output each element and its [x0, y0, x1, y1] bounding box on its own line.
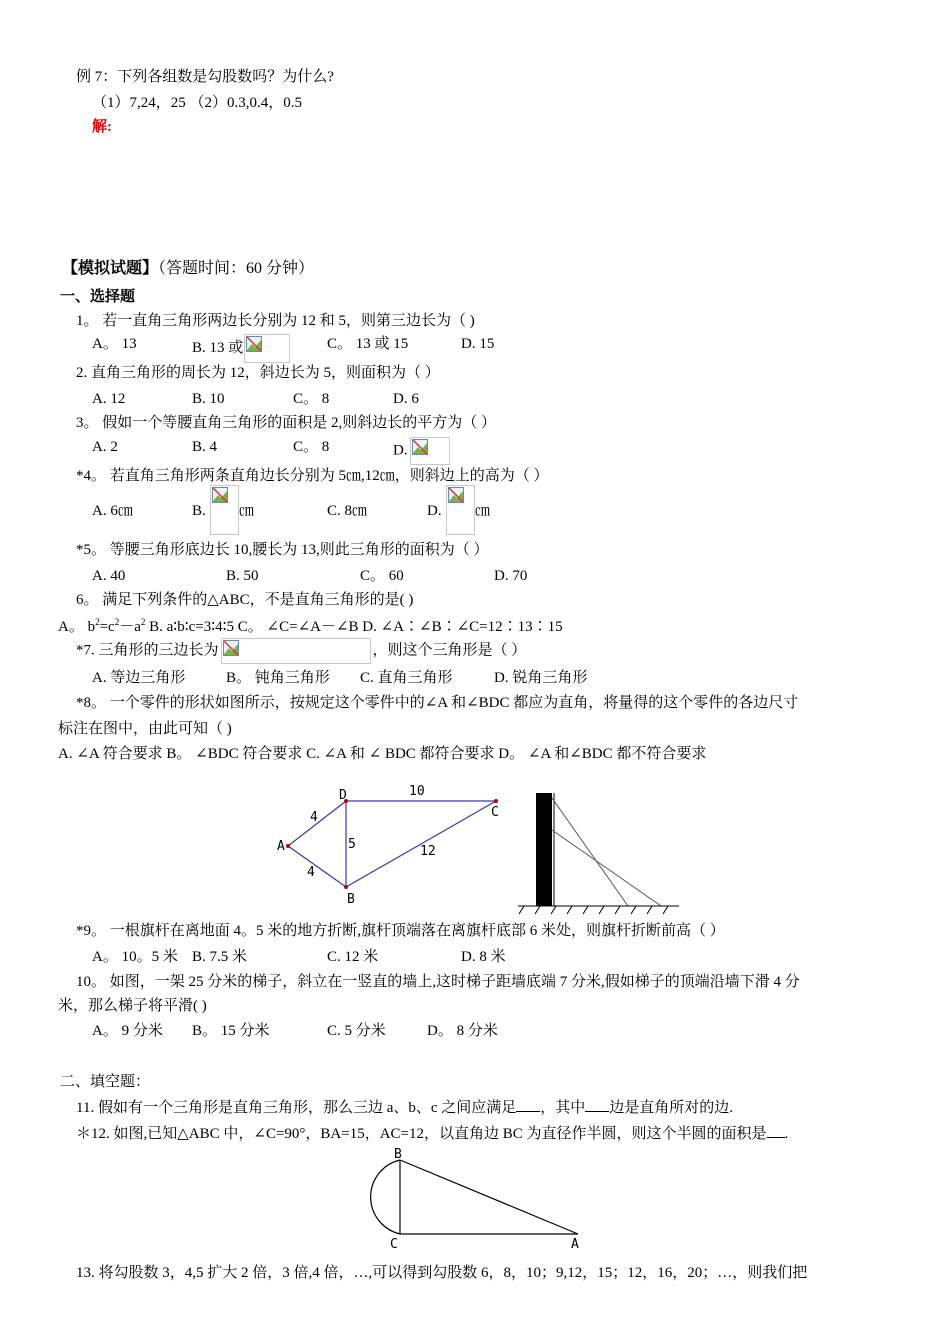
q13-line1: 13. 将勾股数 3，4,5 扩大 2 倍，3 倍,4 倍，…,可以得到勾股数 6，8，10；9,12，15；12，16，20；…，则我们把 [76, 1265, 808, 1281]
broken-image-icon [210, 485, 239, 535]
q10-option-c: C. 5 分米 [327, 1023, 386, 1039]
fig1-label-d: D [339, 788, 347, 803]
q8-line2: 标注在图中，由此可知（ ) [58, 721, 232, 737]
section-title: 【模拟试题】 [62, 260, 159, 277]
q3-option-c: C。 8 [293, 439, 330, 455]
q7-stem: *7. 三角形的三边长为 ，则这个三角形是（ ） [76, 638, 526, 664]
q1-option-c: C。 13 或 15 [327, 336, 409, 352]
q11-blank-1[interactable] [516, 1097, 540, 1112]
fig2-label-c: C [390, 1237, 398, 1252]
broken-image-icon [410, 437, 450, 465]
part2-title: 二、填空题： [60, 1074, 151, 1090]
q4-option-b-unit: ㎝ [239, 503, 255, 519]
q10-option-b: B。 15 分米 [192, 1023, 270, 1039]
example7-question: 例 7：下列各组数是勾股数吗？为什么? [76, 69, 334, 85]
q11-blank-2[interactable] [585, 1097, 609, 1112]
fig1-len-ad: 4 [310, 810, 318, 825]
q3-option-a: A. 2 [92, 439, 118, 455]
q9-option-c: C. 12 米 [327, 949, 379, 965]
fig1-label-c: C [491, 805, 499, 820]
section-header [62, 259, 314, 279]
q6-options: A。 $b^2=c^2-a^2$ B. a∶b∶c=3∶4∶5 C。 ∠C=∠A－∠B D. ∠A∶∠B∶∠C=12∶13∶15 [58, 617, 563, 635]
q4-option-d-label: D. [427, 503, 442, 519]
fig1-len-bc: 12 [420, 844, 436, 859]
q10-option-a: A。 9 分米 [92, 1023, 163, 1039]
broken-image-icon [221, 638, 371, 664]
fig1-label-b: B [347, 892, 355, 907]
q7-option-b: B。 钝角三角形 [226, 670, 330, 686]
q7-option-d: D. 锐角三角形 [494, 670, 588, 686]
q6-stem: 6。 满足下列条件的△ABC，不是直角三角形的是( ) [76, 592, 414, 608]
q10-line1: 10。 如图，一架 25 分米的梯子，斜立在一竖直的墙上,这时梯子距墙底端 7 分米,假如梯子的顶端沿墙下滑 4 分 [76, 974, 800, 990]
q10-line2: 米，那么梯子将平滑( ) [58, 998, 207, 1014]
q7-option-a: A. 等边三角形 [92, 670, 186, 686]
q9-option-b: B. 7.5 米 [192, 949, 248, 965]
q4-option-b-label: B. [192, 503, 206, 519]
q3-option-b: B. 4 [192, 439, 218, 455]
example7-answer-label: 解: [92, 119, 112, 135]
q2-stem: 2. 直角三角形的周长为 12，斜边长为 5，则面积为（ ） [76, 365, 440, 381]
q8-line1: *8。 一个零件的形状如图所示，按规定这个零件中的∠A 和∠BDC 都应为直角，将量得的这个零件的各边尺寸 [76, 695, 799, 711]
q10-option-d: D。 8 分米 [427, 1023, 498, 1039]
q9-stem: *9。 一根旗杆在离地面 4。5 米的地方折断,旗杆顶端落在离旗杆底部 6 米处，则旗杆折断前高（ ） [76, 923, 725, 939]
q4-option-d-unit: ㎝ [475, 503, 491, 519]
q9-option-d: D. 8 米 [461, 949, 506, 965]
fig1-len-ab: 4 [307, 865, 315, 880]
q2-option-b: B. 10 [192, 391, 225, 407]
q12-text: ＊12. 如图,已知△ABC 中，∠C=90°，BA=15，AC=12，以直角边 BC 为直径作半圆，则这个半圆的面积是 . [76, 1123, 788, 1144]
q2-option-d: D. 6 [393, 391, 419, 407]
part1-title: 一、选择题 [60, 289, 136, 305]
q4-stem: *4。 若直角三角形两条直角边长分别为 5㎝,12㎝，则斜边上的高为（ ） [76, 468, 549, 484]
q1-option-b: B. 13 或 [192, 334, 290, 363]
broken-image-icon [446, 485, 475, 535]
q3-option-d: D. [393, 437, 450, 465]
q12-blank[interactable] [767, 1123, 785, 1138]
q1-option-d: D. 15 [461, 336, 495, 352]
figure-quadrilateral [270, 776, 520, 908]
figure-flagpole [516, 790, 682, 920]
broken-image-icon [244, 334, 290, 363]
q4-option-c: C. 8㎝ [327, 503, 368, 519]
q2-option-c: C。 8 [293, 391, 330, 407]
q1-stem: 1。 若一直角三角形两边长分别为 12 和 5，则第三边长为（ ) [76, 313, 475, 329]
q7-option-c: C. 直角三角形 [360, 670, 453, 686]
section-time: （答题时间：60 分钟） [158, 260, 315, 277]
q2-option-a: A. 12 [92, 391, 126, 407]
q5-stem: *5。 等腰三角形底边长 10,腰长为 13,则此三角形的面积为（ ） [76, 542, 489, 558]
q5-option-b: B. 50 [226, 568, 259, 584]
q11-text: 11. 假如有一个三角形是直角三角形，那么三边 a、b、c 之间应满足 ，其中 边是直角所对的边. [76, 1097, 733, 1118]
q4-option-a: A. 6㎝ [92, 503, 133, 519]
q3-stem: 3。 假如一个等腰直角三角形的面积是 2,则斜边长的平方为（ ） [76, 415, 497, 431]
fig2-label-b: B [394, 1147, 402, 1162]
q5-option-a: A. 40 [92, 568, 126, 584]
fig1-label-a: A [277, 839, 285, 854]
q8-line3: A. ∠A 符合要求 B。 ∠BDC 符合要求 C. ∠A 和 ∠ BDC 都符合要求 D。 ∠A 和∠BDC 都不符合要求 [58, 746, 707, 762]
figure-semicircle-triangle [352, 1144, 592, 1254]
q1-option-a: A。 13 [92, 336, 137, 352]
q5-option-d: D. 70 [494, 568, 528, 584]
q9-option-a: A。 10。5 米 [92, 949, 178, 965]
fig1-len-dc: 10 [409, 784, 425, 799]
example7-items: （1）7,24，25 （2）0.3,0.4，0.5 [92, 95, 303, 111]
fig2-label-a: A [571, 1237, 579, 1252]
fig1-len-db: 5 [348, 837, 356, 852]
q5-option-c: C。 60 [360, 568, 404, 584]
